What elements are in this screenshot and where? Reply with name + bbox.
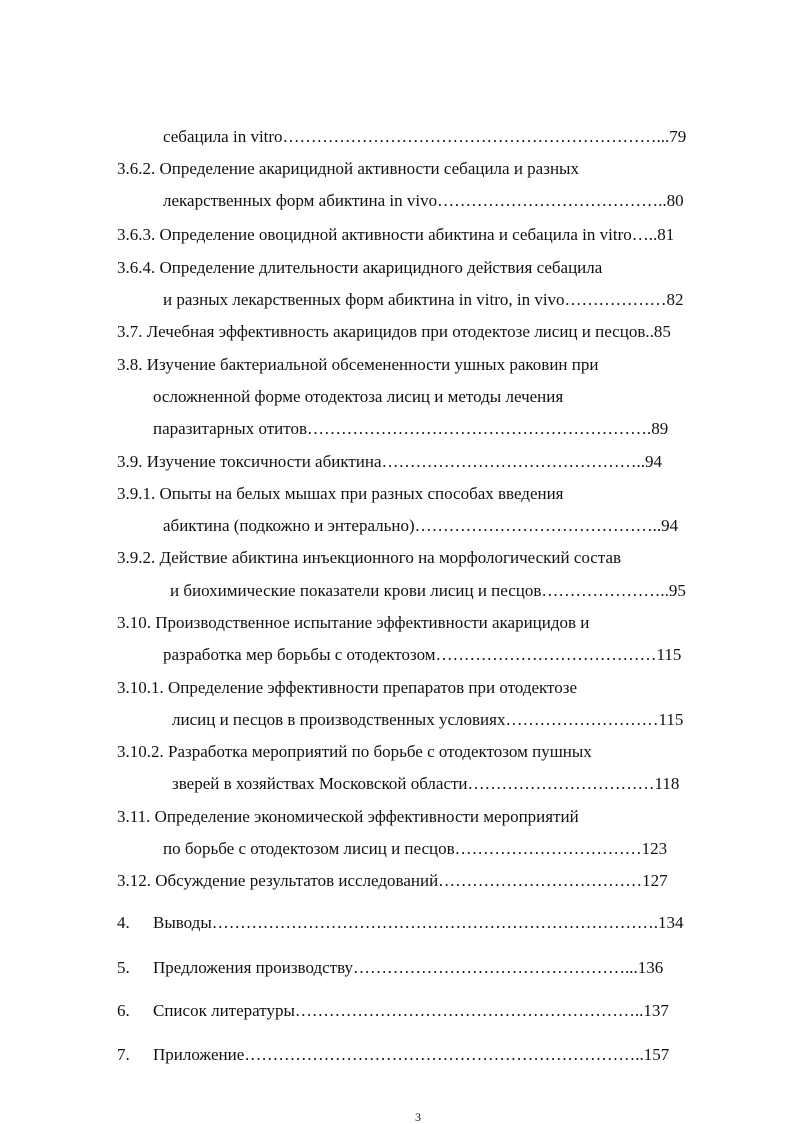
toc-line: 3.9.1. Опыты на белых мышах при разных способах введения [117,484,564,503]
toc-line: 3.10. Производственное испытание эффективности акарицидов и [117,613,590,632]
toc-line: разработка мер борьбы с отодектозом…………………………………115 [163,645,682,664]
section-title: Список литературы……………………………………………………..137 [153,1001,669,1020]
toc-line: 3.9. Изучение токсичности абиктина………………………………………..94 [117,452,663,471]
toc-line: лисиц и песцов в производственных условиях………………………115 [172,710,684,729]
toc-line: 3.6.3. Определение овоцидной активности абиктина и себацила in vitro…..81 [117,225,675,244]
section-title: Приложение……………………………………………………………..157 [153,1045,670,1064]
toc-line: 3.9.2. Действие абиктина инъекционного на морфологический состав [117,548,622,567]
toc-line: и разных лекарственных форм абиктина in vitro, in vivo………………82 [163,290,684,309]
page-number: 3 [415,1110,421,1124]
toc-line: 3.6.2. Определение акарицидной активности себацила и разных [117,159,579,178]
toc-line: 3.11. Определение экономической эффективности мероприятий [117,807,579,826]
section-number: 6. [117,1001,130,1020]
toc-line: по борьбе с отодектозом лисиц и песцов……………………………123 [163,839,668,858]
toc-line: 3.12. Обсуждение результатов исследований………………………………127 [117,871,668,890]
section-number: 5. [117,958,130,977]
toc-line: 3.10.2. Разработка мероприятий по борьбе с отодектозом пушных [117,742,592,761]
toc-line: паразитарных отитов…………………………………………………….89 [153,419,669,438]
toc-line: зверей в хозяйствах Московской области……………………………118 [172,774,680,793]
toc-line: абиктина (подкожно и энтерально)……………………………………..94 [163,516,679,535]
toc-line: 3.7. Лечебная эффективность акарицидов при отодектозе лисиц и песцов..85 [117,322,671,341]
toc-line: лекарственных форм абиктина in vivo…………………………………..80 [163,191,684,210]
toc-line: 3.6.4. Определение длительности акарицидного действия себацила [117,258,603,277]
section-title: Выводы…………………………………………………………………….134 [153,913,684,932]
section-number: 4. [117,913,130,932]
section-number: 7. [117,1045,130,1064]
toc-line: себацила in vitro…………………………………………………………...79 [163,127,687,146]
toc-line: 3.10.1. Определение эффективности препаратов при отодектозе [117,678,578,697]
toc-line: осложненной форме отодектоза лисиц и методы лечения [153,387,564,406]
section-title: Предложения производству…………………………………………...136 [153,958,664,977]
toc-line: 3.8. Изучение бактериальной обсемененности ушных раковин при [117,355,599,374]
toc-line: и биохимические показатели крови лисиц и песцов…………………..95 [170,581,686,600]
